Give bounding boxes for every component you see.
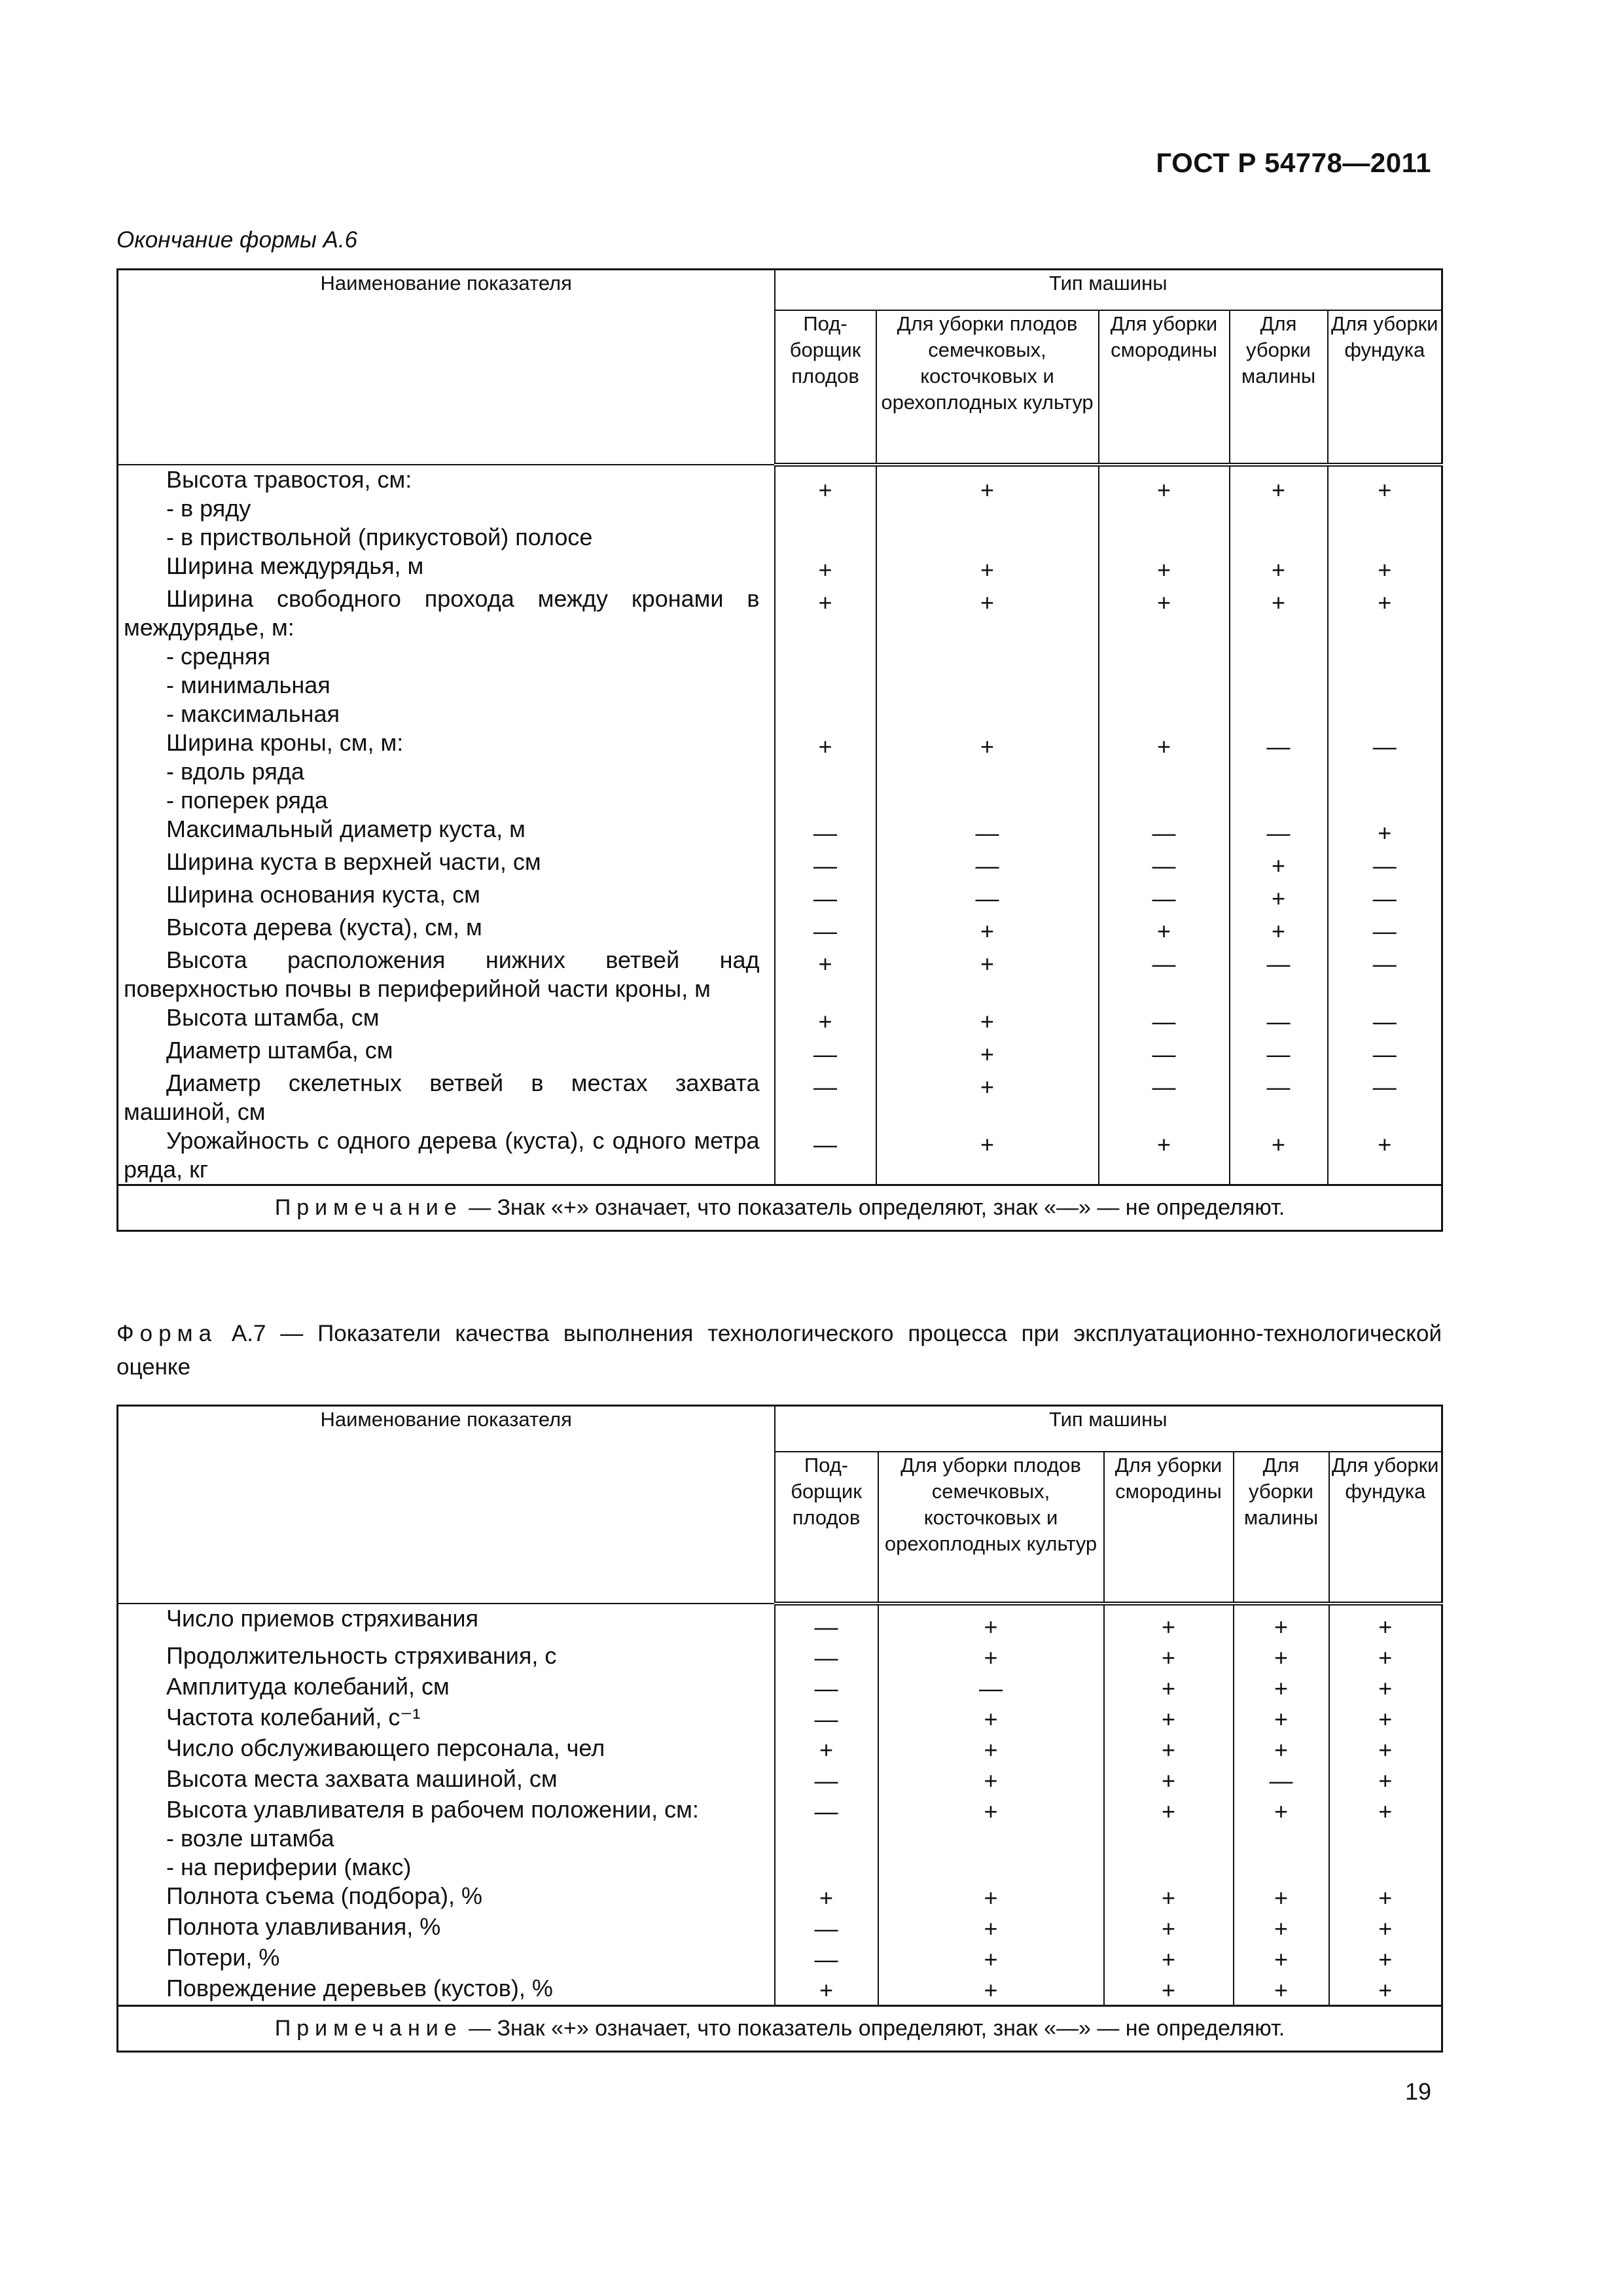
mark-cell: + [1329, 1703, 1442, 1734]
table-row [118, 913, 1442, 946]
indicator-name-cell [118, 1882, 775, 1912]
table-row [118, 1604, 1442, 1641]
mark-cell: + [1328, 465, 1442, 552]
indicator-label: Высота штамба, см [166, 1003, 380, 1031]
indicator-name-cell [118, 1069, 775, 1126]
mark-cell: + [876, 913, 1099, 946]
mark-cell: + [878, 1765, 1104, 1795]
header-col-hazelnut: Для уборки фундука [1329, 1452, 1442, 1604]
mark-cell: — [1234, 1765, 1329, 1795]
table-a7 [116, 1405, 1443, 2053]
mark-cell: + [1230, 465, 1328, 552]
mark-cell: + [775, 465, 876, 552]
mark-cell: + [1104, 1912, 1234, 1943]
mark-cell: + [1230, 584, 1328, 728]
mark-cell: + [1099, 728, 1230, 815]
indicator-name-cell [118, 1672, 775, 1703]
mark-cell: + [876, 465, 1099, 552]
table-row [118, 1003, 1442, 1036]
mark-cell: + [1230, 913, 1328, 946]
mark-cell: — [775, 1126, 876, 1185]
table-a6-note [118, 1185, 1442, 1230]
form-label: Форма [116, 1321, 218, 1346]
mark-cell: + [1234, 1912, 1329, 1943]
mark-cell: + [1099, 465, 1230, 552]
table-row [118, 465, 1442, 552]
mark-cell: + [1230, 848, 1328, 880]
mark-cell: + [1099, 584, 1230, 728]
mark-cell: + [876, 1069, 1099, 1126]
mark-cell: — [1328, 946, 1442, 1003]
header-col-hazelnut: Для уборки фундука [1328, 310, 1442, 465]
mark-cell: + [1104, 1734, 1234, 1765]
mark-cell: + [1234, 1882, 1329, 1912]
indicator-name-cell [118, 1036, 775, 1069]
indicator-sublabel: - в ряду [166, 494, 251, 522]
indicator-label: Высота улавливателя в рабочем положении, см: [166, 1795, 699, 1823]
mark-cell: + [1329, 1604, 1442, 1641]
mark-cell: — [775, 1641, 878, 1672]
indicator-label: Потери, % [166, 1943, 280, 1971]
header-col-currant: Для уборки смородины [1099, 310, 1230, 465]
mark-cell: + [876, 1126, 1099, 1185]
mark-cell: + [1104, 1703, 1234, 1734]
header-machine-type: Тип машины [775, 1406, 1442, 1452]
indicator-name-cell [118, 1003, 775, 1036]
mark-cell: + [1234, 1734, 1329, 1765]
mark-cell: — [1099, 946, 1230, 1003]
mark-cell: — [1099, 1036, 1230, 1069]
mark-cell: + [1328, 584, 1442, 728]
indicator-sublabel: - минимальная [166, 671, 330, 698]
note-text: — Знак «+» означает, что показатель определяют, знак «—» — не определяют. [462, 2015, 1285, 2041]
header-col-picker: Под-борщик плодов [775, 1452, 878, 1604]
header-col-raspberry: Для уборки малины [1230, 310, 1328, 465]
mark-cell: — [1230, 1069, 1328, 1126]
indicator-name-cell [118, 1912, 775, 1943]
table-a7-body [118, 1604, 1442, 2006]
mark-cell: + [878, 1912, 1104, 1943]
table-row [118, 1943, 1442, 1974]
indicator-label: Число приемов стряхивания [166, 1604, 479, 1632]
mark-cell: — [1230, 1003, 1328, 1036]
mark-cell: + [1234, 1672, 1329, 1703]
mark-cell: + [1104, 1604, 1234, 1641]
mark-cell: — [775, 1069, 876, 1126]
mark-cell: — [1099, 1069, 1230, 1126]
mark-cell: + [1104, 1672, 1234, 1703]
mark-cell: + [878, 1734, 1104, 1765]
mark-cell: + [1099, 552, 1230, 584]
mark-cell: — [775, 815, 876, 848]
mark-cell: + [1329, 1672, 1442, 1703]
mark-cell: — [775, 1604, 878, 1641]
table-row [118, 1912, 1442, 1943]
indicator-label: Амплитуда колебаний, см [166, 1672, 450, 1700]
table-a6 [116, 268, 1443, 1232]
table-row [118, 1036, 1442, 1069]
page-number: 19 [1404, 2078, 1431, 2105]
indicator-sublabel: - возле штамба [166, 1824, 334, 1852]
indicator-sublabel: - на периферии (макс) [166, 1853, 412, 1880]
indicator-label: Высота расположения нижних ветвей над поверхностью почвы в периферийной части кроны, м [124, 946, 760, 1002]
indicator-name-cell [118, 584, 775, 728]
mark-cell: + [876, 584, 1099, 728]
mark-cell: — [1099, 848, 1230, 880]
indicator-name-cell [118, 552, 775, 584]
mark-cell: + [878, 1703, 1104, 1734]
indicator-name-cell [118, 1734, 775, 1765]
document-code: ГОСТ Р 54778—2011 [1156, 147, 1431, 178]
mark-cell: — [1230, 946, 1328, 1003]
indicator-label: Высота травостоя, см: [166, 465, 412, 493]
indicator-name-cell [118, 1703, 775, 1734]
mark-cell: + [1328, 1126, 1442, 1185]
indicator-name-cell [118, 946, 775, 1003]
table-row [118, 848, 1442, 880]
note-label: Примечание [274, 1194, 463, 1220]
table-row [118, 1069, 1442, 1126]
header-col-pome-stone: Для уборки плодов семечковых, косточковых и орехоплодных культур [876, 310, 1099, 465]
mark-cell: — [1328, 913, 1442, 946]
mark-cell: + [1230, 552, 1328, 584]
mark-cell: + [1104, 1641, 1234, 1672]
table-row [118, 1765, 1442, 1795]
mark-cell: + [1104, 1765, 1234, 1795]
mark-cell: — [775, 1795, 878, 1882]
mark-cell: — [775, 1672, 878, 1703]
indicator-name-cell [118, 815, 775, 848]
note-text: — Знак «+» означает, что показатель определяют, знак «—» — не определяют. [462, 1194, 1285, 1220]
indicator-label: Урожайность с одного дерева (куста), с одного метра ряда, кг [124, 1126, 760, 1183]
mark-cell: + [1234, 1943, 1329, 1974]
table-row [118, 1795, 1442, 1882]
indicator-name-cell [118, 1765, 775, 1795]
indicator-sublabel: - средняя [166, 642, 271, 670]
indicator-name-cell [118, 1943, 775, 1974]
table-a7-caption [116, 1317, 1442, 1384]
mark-cell: — [1230, 728, 1328, 815]
indicator-label: Диаметр штамба, см [166, 1036, 393, 1064]
mark-cell: + [775, 1003, 876, 1036]
table-a7-note [118, 2005, 1442, 2051]
mark-cell: — [1328, 848, 1442, 880]
indicator-name-cell [118, 728, 775, 815]
mark-cell: + [1104, 1943, 1234, 1974]
mark-cell: + [878, 1604, 1104, 1641]
mark-cell: + [1329, 1882, 1442, 1912]
header-indicator-name: Наименование показателя [118, 1406, 775, 1604]
mark-cell: — [775, 1703, 878, 1734]
table-row [118, 1703, 1442, 1734]
mark-cell: — [876, 880, 1099, 913]
indicator-label: Повреждение деревьев (кустов), % [166, 1974, 553, 2001]
mark-cell: — [1099, 815, 1230, 848]
header-col-pome-stone: Для уборки плодов семечковых, косточковых и орехоплодных культур [878, 1452, 1104, 1604]
indicator-label: Частота колебаний, с⁻¹ [166, 1703, 421, 1731]
indicator-name-cell [118, 880, 775, 913]
mark-cell: — [1099, 880, 1230, 913]
indicator-label: Высота места захвата машиной, см [166, 1765, 558, 1792]
header-col-raspberry: Для уборки малины [1234, 1452, 1329, 1604]
indicator-sublabel: - вдоль ряда [166, 757, 304, 785]
table-row [118, 880, 1442, 913]
indicator-name-cell [118, 913, 775, 946]
header-col-currant: Для уборки смородины [1104, 1452, 1234, 1604]
table-row [118, 815, 1442, 848]
indicator-label: Ширина кроны, см, м: [166, 728, 404, 756]
indicator-label: Ширина междурядья, м [166, 552, 424, 579]
mark-cell: + [1099, 913, 1230, 946]
indicator-label: Полнота улавливания, % [166, 1912, 441, 1940]
mark-cell: + [775, 946, 876, 1003]
mark-cell: + [775, 1734, 878, 1765]
indicator-name-cell [118, 1795, 775, 1882]
mark-cell: + [876, 1036, 1099, 1069]
indicator-sublabel: - максимальная [166, 700, 340, 727]
form-title: А.7 — Показатели качества выполнения технологического процесса при эксплуатационно-технологической оценке [116, 1321, 1442, 1380]
mark-cell: — [1328, 1069, 1442, 1126]
table-row [118, 1734, 1442, 1765]
header-machine-type: Тип машины [775, 270, 1442, 310]
mark-cell: + [1329, 1795, 1442, 1882]
indicator-sublabel: - поперек ряда [166, 786, 328, 814]
note-label: Примечание [274, 2015, 463, 2041]
mark-cell: + [1329, 1943, 1442, 1974]
mark-cell: + [775, 728, 876, 815]
mark-cell: + [1230, 880, 1328, 913]
mark-cell: — [775, 848, 876, 880]
mark-cell: + [1234, 1641, 1329, 1672]
indicator-label: Максимальный диаметр куста, м [166, 815, 526, 842]
indicator-name-cell [118, 1604, 775, 1641]
mark-cell: — [775, 913, 876, 946]
mark-cell: — [1230, 815, 1328, 848]
mark-cell: + [1099, 1126, 1230, 1185]
mark-cell: + [775, 1974, 878, 2006]
mark-cell: — [876, 815, 1099, 848]
indicator-label: Полнота съема (подбора), % [166, 1882, 483, 1909]
mark-cell: — [775, 1943, 878, 1974]
mark-cell: + [1329, 1641, 1442, 1672]
mark-cell: + [1234, 1974, 1329, 2006]
table-row [118, 1672, 1442, 1703]
mark-cell: + [1329, 1912, 1442, 1943]
mark-cell: + [1104, 1795, 1234, 1882]
mark-cell: — [775, 1765, 878, 1795]
mark-cell: — [876, 848, 1099, 880]
mark-cell: + [1329, 1734, 1442, 1765]
table-row [118, 1641, 1442, 1672]
mark-cell: — [1328, 1036, 1442, 1069]
indicator-label: Диаметр скелетных ветвей в местах захвата машиной, см [124, 1069, 760, 1125]
indicator-sublabel: - в приствольной (прикустовой) полосе [166, 523, 593, 550]
mark-cell: — [1230, 1036, 1328, 1069]
indicator-name-cell [118, 465, 775, 552]
mark-cell: + [1329, 1974, 1442, 2006]
mark-cell: — [775, 880, 876, 913]
mark-cell: + [775, 584, 876, 728]
mark-cell: + [1104, 1882, 1234, 1912]
mark-cell: + [1328, 552, 1442, 584]
indicator-label: Высота дерева (куста), см, м [166, 913, 482, 941]
table-row [118, 552, 1442, 584]
table-row [118, 1974, 1442, 2006]
mark-cell: — [1328, 728, 1442, 815]
mark-cell: — [775, 1912, 878, 1943]
mark-cell: — [775, 1036, 876, 1069]
indicator-name-cell [118, 1641, 775, 1672]
indicator-label: Ширина куста в верхней части, см [166, 848, 541, 875]
indicator-name-cell [118, 1126, 775, 1185]
mark-cell: + [1328, 815, 1442, 848]
table-row [118, 946, 1442, 1003]
mark-cell: + [878, 1943, 1104, 1974]
table-row [118, 584, 1442, 728]
mark-cell: + [878, 1974, 1104, 2006]
table-row [118, 1882, 1442, 1912]
mark-cell: + [878, 1882, 1104, 1912]
header-indicator-name: Наименование показателя [118, 270, 775, 465]
indicator-name-cell [118, 1974, 775, 2006]
mark-cell: + [775, 552, 876, 584]
mark-cell: + [1234, 1703, 1329, 1734]
mark-cell: — [1328, 1003, 1442, 1036]
table-row [118, 728, 1442, 815]
mark-cell: + [1329, 1765, 1442, 1795]
mark-cell: + [876, 728, 1099, 815]
header-col-picker: Под-борщик плодов [775, 310, 876, 465]
mark-cell: + [1234, 1795, 1329, 1882]
mark-cell: + [876, 552, 1099, 584]
table-row [118, 1126, 1442, 1185]
indicator-label: Ширина основания куста, см [166, 880, 480, 908]
mark-cell: + [1230, 1126, 1328, 1185]
indicator-name-cell [118, 848, 775, 880]
table-a6-caption: Окончание формы А.6 [116, 227, 358, 253]
indicator-label: Продолжительность стряхивания, с [166, 1641, 557, 1669]
mark-cell: + [876, 946, 1099, 1003]
mark-cell: — [878, 1672, 1104, 1703]
mark-cell: + [1234, 1604, 1329, 1641]
mark-cell: + [878, 1641, 1104, 1672]
mark-cell: + [775, 1882, 878, 1912]
indicator-label: Ширина свободного прохода между кронами в междурядье, м: [124, 584, 760, 641]
mark-cell: + [876, 1003, 1099, 1036]
mark-cell: + [1104, 1974, 1234, 2006]
mark-cell: — [1328, 880, 1442, 913]
table-a6-body [118, 465, 1442, 1185]
mark-cell: — [1099, 1003, 1230, 1036]
mark-cell: + [878, 1795, 1104, 1882]
indicator-label: Число обслуживающего персонала, чел [166, 1734, 605, 1761]
